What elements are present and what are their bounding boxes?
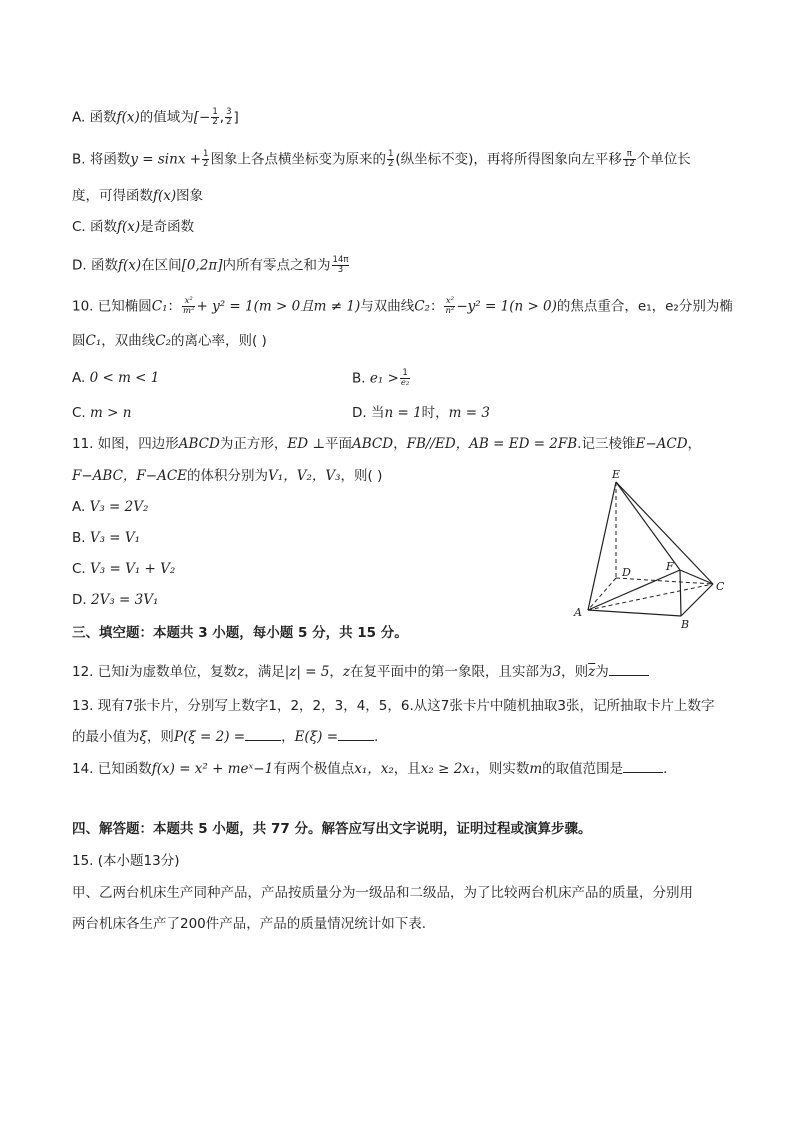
label-e: E — [612, 468, 621, 481]
edge-af — [588, 570, 680, 610]
fraction: $\frac{\pi}{12}$ — [623, 149, 635, 169]
q9-option-c: C. 函数f(x)是奇函数 — [72, 219, 195, 235]
q10-option-d: D. 当n = 1时，m = 3 — [352, 405, 490, 421]
label-a: A — [574, 606, 582, 619]
q10-option-b: B. e₁ > $\frac{1}{\text{e₂}}$ — [352, 368, 410, 388]
q9-option-a: A. 函数f(x)的值域为[− $\frac{1}{2}$ , $\frac{3}{2}$ ] — [72, 107, 239, 127]
answer-blank[interactable] — [623, 760, 663, 773]
fraction: $\frac{1}{\text{e₂}}$ — [400, 368, 410, 388]
fraction: $\frac{3}{2}$ — [226, 107, 232, 127]
q11-stem-line2: F−ABC，F−ACE的体积分别为V₁，V₂，V₃，则( ) — [72, 468, 383, 484]
pyramid-figure — [568, 462, 738, 634]
edge-bc — [681, 584, 713, 616]
q9-option-b: B. 将函数y = sinx + $\frac{1}{2}$ 图象上各点横坐标变为原来的 $\frac{1}{2}$ (纵坐标不变)，再将所得图象向左平移 $\frac{\pi}{12}$ 个单位长 — [72, 149, 691, 169]
edge-fc — [680, 570, 713, 584]
label-b: B — [681, 618, 690, 631]
q14-stem: 14. 已知函数f(x) = x² + meˣ−1有两个极值点x₁，x₂，且x₂ ≥ 2x₁，则实数m的取值范围是 . — [72, 761, 668, 777]
q11-option-c: C. V₃ = V₁ + V₂ — [72, 561, 176, 577]
label-c: C — [716, 580, 725, 593]
edge-ef — [616, 482, 680, 570]
edge-ac-hidden — [588, 584, 713, 610]
q11-stem: 11. 如图，四边形ABCD为正方形，ED ⊥平面ABCD，FB//ED，AB = ED = 2FB.记三棱锥E−ACD， — [72, 436, 702, 452]
q15-line1: 甲、乙两台机床生产同种产品，产品按质量分为一级品和二级品，为了比较两台机床产品的质量，分别用 — [72, 885, 693, 901]
section-heading-answer: 四、解答题：本题共 5 小题，共 77 分。解答应写出文字说明，证明过程或演算步骤。 — [72, 821, 592, 837]
edge-ab — [588, 610, 681, 616]
q12-stem: 12. 已知i为虚数单位，复数z，满足|z| = 5，z在复平面中的第一象限，且实部为3，则$\overline{z}$为 — [72, 663, 649, 681]
q10-stem: 10. 已知椭圆C₁： $\frac{\text{x²}}{\text{m²}}$ + y² = 1(m > 0且m ≠ 1)与双曲线C₂： $\frac{\text{x²}}{\text{n²}}$ −y² = 1(n > 0)的焦点重合，e₁，e₂分别为椭 — [72, 296, 733, 316]
q15-line2: 两台机床各生产了200件产品，产品的质量情况统计如下表. — [72, 916, 427, 932]
edge-bf — [680, 570, 681, 616]
fraction: $\frac{\text{x²}}{\text{n²}}$ — [445, 296, 455, 316]
q9-option-d: D. 函数f(x)在区间[0,2π]内所有零点之和为 $\frac{14\pi}{3}$ — [72, 255, 349, 275]
fraction: $\frac{1}{2}$ — [203, 149, 209, 169]
fraction: $\frac{1}{2}$ — [387, 149, 394, 169]
answer-blank[interactable] — [609, 663, 649, 676]
label-d: D — [622, 566, 631, 579]
q9-option-b-line2: 度，可得函数f(x)图象 — [72, 188, 204, 204]
q10-stem-line2: 圆C₁，双曲线C₂的离心率，则( ) — [72, 333, 267, 349]
q15-title: 15. (本小题13分) — [72, 853, 180, 869]
q11-option-b: B. V₃ = V₁ — [72, 530, 141, 546]
answer-blank[interactable] — [338, 728, 374, 741]
q11-option-a: A. V₃ = 2V₂ — [72, 499, 149, 515]
edge-ea — [588, 482, 616, 610]
fraction: $\frac{14\pi}{3}$ — [332, 255, 349, 275]
q13-stem: 13. 现有7张卡片，分别写上数字1，2，2，3，4，5，6.从这7张卡片中随机抽取3张，记所抽取卡片上数字 — [72, 698, 715, 714]
answer-blank[interactable] — [245, 728, 281, 741]
q10-option-c: C. m > n — [72, 405, 132, 421]
q13-stem-line2: 的最小值为ξ，则P(ξ = 2) = ，E(ξ) = . — [72, 729, 379, 745]
section-heading-fill-in: 三、填空题：本题共 3 小题，每小题 5 分，共 15 分。 — [72, 625, 408, 641]
fraction: $\frac{\text{x²}}{\text{m²}}$ — [183, 296, 195, 316]
q11-option-d: D. 2V₃ = 3V₁ — [72, 592, 159, 608]
fraction: $\frac{1}{2}$ — [212, 107, 218, 127]
q10-option-a: A. 0 < m < 1 — [72, 370, 160, 386]
label-f: F — [666, 560, 674, 573]
